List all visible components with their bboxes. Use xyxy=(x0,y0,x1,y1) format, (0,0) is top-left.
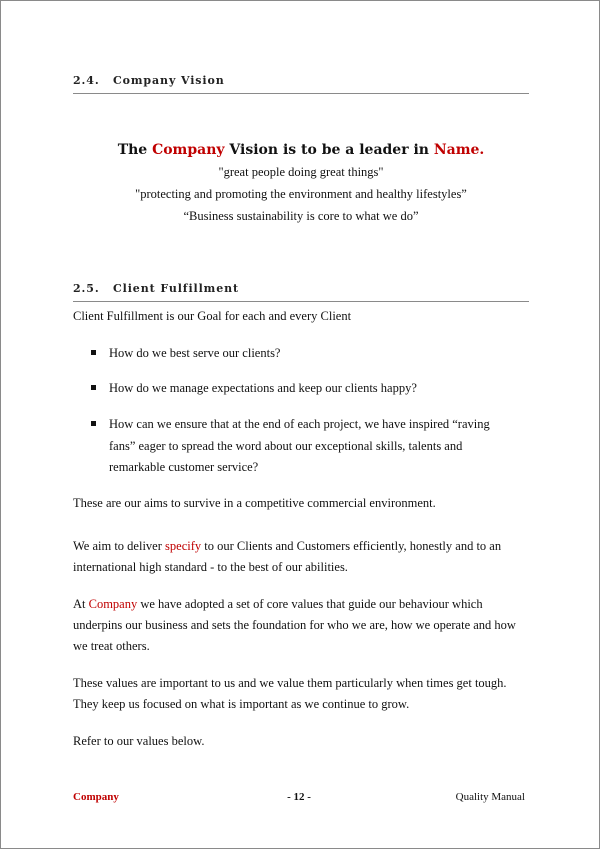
paragraph-text: to our Clients and Customers efficiently, honestly and to an international high standard - to the best of our abilities. xyxy=(73,539,502,574)
paragraph-deliver xyxy=(73,536,533,578)
vision-quote: "protecting and promoting the environment and healthy lifestyles” xyxy=(135,187,467,201)
vision-headline-text: The xyxy=(117,142,153,158)
company-placeholder: Company xyxy=(88,597,138,611)
paragraph-text: At xyxy=(73,597,89,611)
paragraph-aims: These are our aims to survive in a competitive commercial environment. xyxy=(73,496,436,510)
list-item xyxy=(91,343,511,365)
section-heading-company-vision xyxy=(73,74,529,94)
vision-name-placeholder: Name. xyxy=(433,142,485,158)
paragraph-refer: Refer to our values below. xyxy=(73,734,205,748)
footer-company: Company xyxy=(73,791,119,803)
list-item-text: How can we ensure that at the end of each project, we have inspired “raving fans” eager to spread the word about our exceptional skills, talents and remarkable customer service? xyxy=(109,417,490,474)
paragraph-text: We aim to deliver xyxy=(73,539,166,553)
footer-document-title: Quality Manual xyxy=(455,791,525,803)
section-title: Client Fulfillment xyxy=(113,282,239,295)
bullet-square-icon xyxy=(91,350,96,355)
vision-headline-text: Vision is to be a leader in xyxy=(224,142,434,158)
section-title: Company Vision xyxy=(113,74,225,87)
bullet-square-icon xyxy=(91,385,96,390)
section-number: 2.4. xyxy=(73,74,100,87)
list-item xyxy=(91,414,511,479)
vision-quote: "great people doing great things" xyxy=(218,165,384,179)
list-item xyxy=(91,378,511,400)
paragraph-values xyxy=(73,594,533,657)
paragraph-text: we have adopted a set of core values that guide our behaviour which underpins our business and sets the foundation for who we are, how we operate and how we treat others. xyxy=(73,597,516,653)
list-item-text: How do we best serve our clients? xyxy=(109,346,281,360)
client-intro: Client Fulfillment is our Goal for each and every Client xyxy=(73,309,352,323)
vision-headline xyxy=(73,139,529,161)
section-number: 2.5. xyxy=(73,282,100,295)
bullet-square-icon xyxy=(91,421,96,426)
list-item-text: How do we manage expectations and keep our clients happy? xyxy=(109,381,417,395)
vision-quote: “Business sustainability is core to what we do” xyxy=(183,209,419,223)
specify-placeholder: specify xyxy=(165,539,202,553)
vision-statement xyxy=(73,139,529,227)
section-heading-client-fulfillment xyxy=(73,282,529,302)
paragraph-important: These values are important to us and we value them particularly when times get tough. They keep us focused on what is important as we continue to grow. xyxy=(73,676,507,711)
page-number: - 12 - xyxy=(287,791,311,803)
vision-company-placeholder: Company xyxy=(152,142,225,158)
